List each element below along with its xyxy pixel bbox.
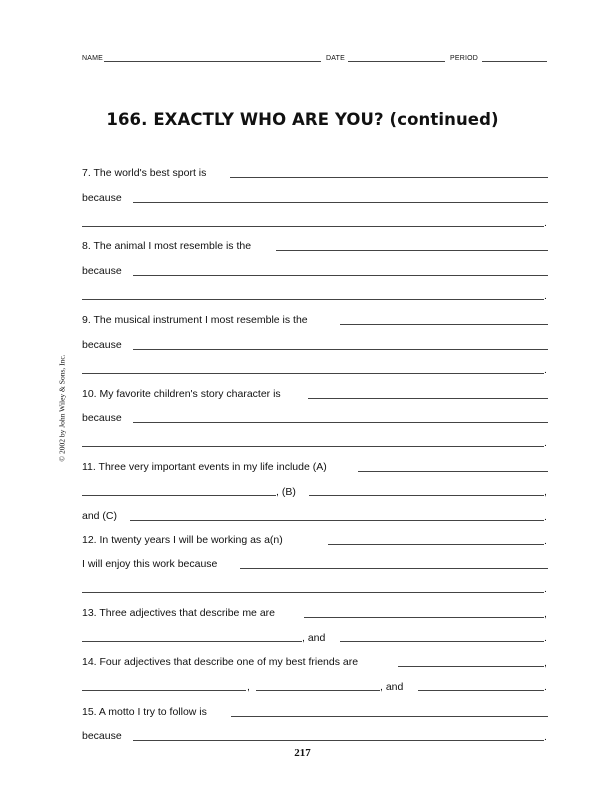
q14-comma-1: , [544, 657, 547, 669]
q8-because-field[interactable] [133, 275, 548, 276]
page-title: 166. EXACTLY WHO ARE YOU? (continued) [106, 110, 499, 129]
q10-prompt: 10. My favorite children's story character is [82, 388, 281, 400]
q9-because-field-cont[interactable] [82, 373, 544, 374]
q14-period: . [544, 681, 547, 693]
q9-prompt: 9. The musical instrument I most resemble is the [82, 314, 308, 326]
q11-event-a-field[interactable] [358, 471, 548, 472]
q7-because-field-cont[interactable] [82, 226, 544, 227]
q9-because-label: because [82, 339, 122, 351]
q11-comma: , [544, 486, 547, 498]
q15-answer-field[interactable] [231, 716, 548, 717]
q13-adjective-1-field[interactable] [304, 617, 544, 618]
q7-because-field[interactable] [133, 202, 548, 203]
name-label: NAME [82, 55, 104, 62]
q12-followup-period: . [544, 583, 547, 595]
q10-because-field[interactable] [133, 422, 548, 423]
q14-adjective-1-field[interactable] [398, 666, 544, 667]
q7-period: . [544, 217, 547, 229]
q11-prompt: 11. Three very important events in my life include (A) [82, 461, 327, 473]
q11-event-b-field[interactable] [309, 495, 544, 496]
q11-event-c-field[interactable] [130, 520, 544, 521]
name-field[interactable] [104, 61, 321, 62]
q12-followup-label: I will enjoy this work because [82, 558, 218, 570]
q10-period: . [544, 437, 547, 449]
q14-comma-2: , [247, 681, 250, 693]
q8-prompt: 8. The animal I most resemble is the [82, 240, 252, 252]
q11-b-label: , (B) [276, 486, 296, 498]
q15-because-field[interactable] [133, 740, 544, 741]
q13-prompt: 13. Three adjectives that describe me are [82, 607, 275, 619]
q10-answer-field[interactable] [308, 398, 548, 399]
q13-comma: , [544, 608, 547, 620]
q15-prompt: 15. A motto I try to follow is [82, 706, 207, 718]
q11-c-label: and (C) [82, 510, 118, 522]
q11-event-a-field-cont[interactable] [82, 495, 276, 496]
q14-and-label: , and [380, 681, 404, 693]
q14-adjective-2-field[interactable] [82, 690, 246, 691]
date-field[interactable] [348, 61, 445, 62]
q11-period: . [544, 511, 547, 523]
date-label: DATE [326, 55, 345, 62]
q14-prompt: 14. Four adjectives that describe one of my best friends are [82, 656, 359, 668]
q7-because-label: because [82, 192, 122, 204]
copyright-notice: © 2002 by John Wiley & Sons, Inc. [57, 354, 67, 462]
q12-period: . [544, 535, 547, 547]
q15-period: . [544, 731, 547, 743]
q10-because-label: because [82, 412, 122, 424]
q7-answer-field[interactable] [230, 177, 548, 178]
q13-and-label: , and [302, 632, 326, 644]
q7-prompt: 7. The world's best sport is [82, 167, 207, 179]
q13-adjective-2-field[interactable] [82, 641, 302, 642]
q12-followup-field-cont[interactable] [82, 592, 544, 593]
q8-period: . [544, 290, 547, 302]
q8-answer-field[interactable] [276, 250, 548, 251]
q14-adjective-4-field[interactable] [418, 690, 544, 691]
q15-because-label: because [82, 730, 122, 742]
q13-adjective-3-field[interactable] [340, 641, 544, 642]
q13-period: . [544, 632, 547, 644]
q14-adjective-3-field[interactable] [256, 690, 380, 691]
page-number: 217 [294, 747, 311, 759]
q12-prompt: 12. In twenty years I will be working as a(n) [82, 534, 283, 546]
q9-period: . [544, 364, 547, 376]
q8-because-field-cont[interactable] [82, 299, 544, 300]
q12-answer-field[interactable] [328, 544, 544, 545]
q9-because-field[interactable] [133, 349, 548, 350]
q8-because-label: because [82, 265, 122, 277]
q9-answer-field[interactable] [340, 324, 548, 325]
period-label: PERIOD [450, 55, 479, 62]
q10-because-field-cont[interactable] [82, 446, 544, 447]
period-field[interactable] [482, 61, 547, 62]
q12-followup-field[interactable] [240, 568, 548, 569]
